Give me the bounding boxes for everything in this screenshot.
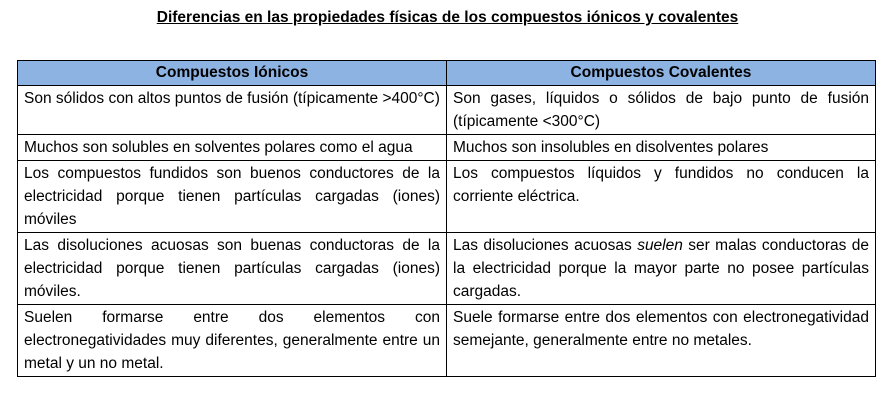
cell-ionic: Muchos son solubles en solventes polares como el agua: [18, 135, 447, 161]
table-row: [18, 233, 876, 305]
table-row: [18, 305, 876, 377]
table-header-row: [18, 61, 876, 86]
cell-ionic: Suelen formarse entre dos elementos con electronegatividades muy diferentes, generalmente entre un metal y un no metal.: [18, 305, 447, 377]
cell-covalent: Los compuestos líquidos y fundidos no conducen la corriente eléctrica.: [447, 161, 876, 233]
table-row: [18, 135, 876, 161]
cell-covalent: Son gases, líquidos o sólidos de bajo punto de fusión (típicamente <300°C): [447, 86, 876, 135]
cell-covalent: [447, 233, 876, 305]
cell-covalent: Suele formarse entre dos elementos con electronegatividad semejante, generalmente entre no metales.: [447, 305, 876, 377]
cell-ionic: Son sólidos con altos puntos de fusión (típicamente >400°C): [18, 86, 447, 135]
header-ionic: Compuestos Iónicos: [18, 61, 447, 86]
cell-ionic: Los compuestos fundidos son buenos conductores de la electricidad porque tienen partículas cargadas (iones) móviles: [18, 161, 447, 233]
header-covalent: Compuestos Covalentes: [447, 61, 876, 86]
table-row: [18, 86, 876, 135]
cell-text: ser malas conductoras de la electricidad porque la mayor parte no posee partículas cargadas.: [453, 237, 869, 300]
cell-covalent: Muchos son insolubles en disolventes polares: [447, 135, 876, 161]
emphasis-text: suelen: [637, 237, 683, 254]
comparison-table: [17, 60, 876, 377]
document-title: Diferencias en las propiedades físicas de los compuestos iónicos y covalentes: [156, 9, 739, 26]
cell-text: Las disoluciones acuosas: [453, 237, 638, 254]
cell-ionic: Las disoluciones acuosas son buenas conductoras de la electricidad porque tienen partículas cargadas (iones) móviles.: [18, 233, 447, 305]
table-row: [18, 161, 876, 233]
